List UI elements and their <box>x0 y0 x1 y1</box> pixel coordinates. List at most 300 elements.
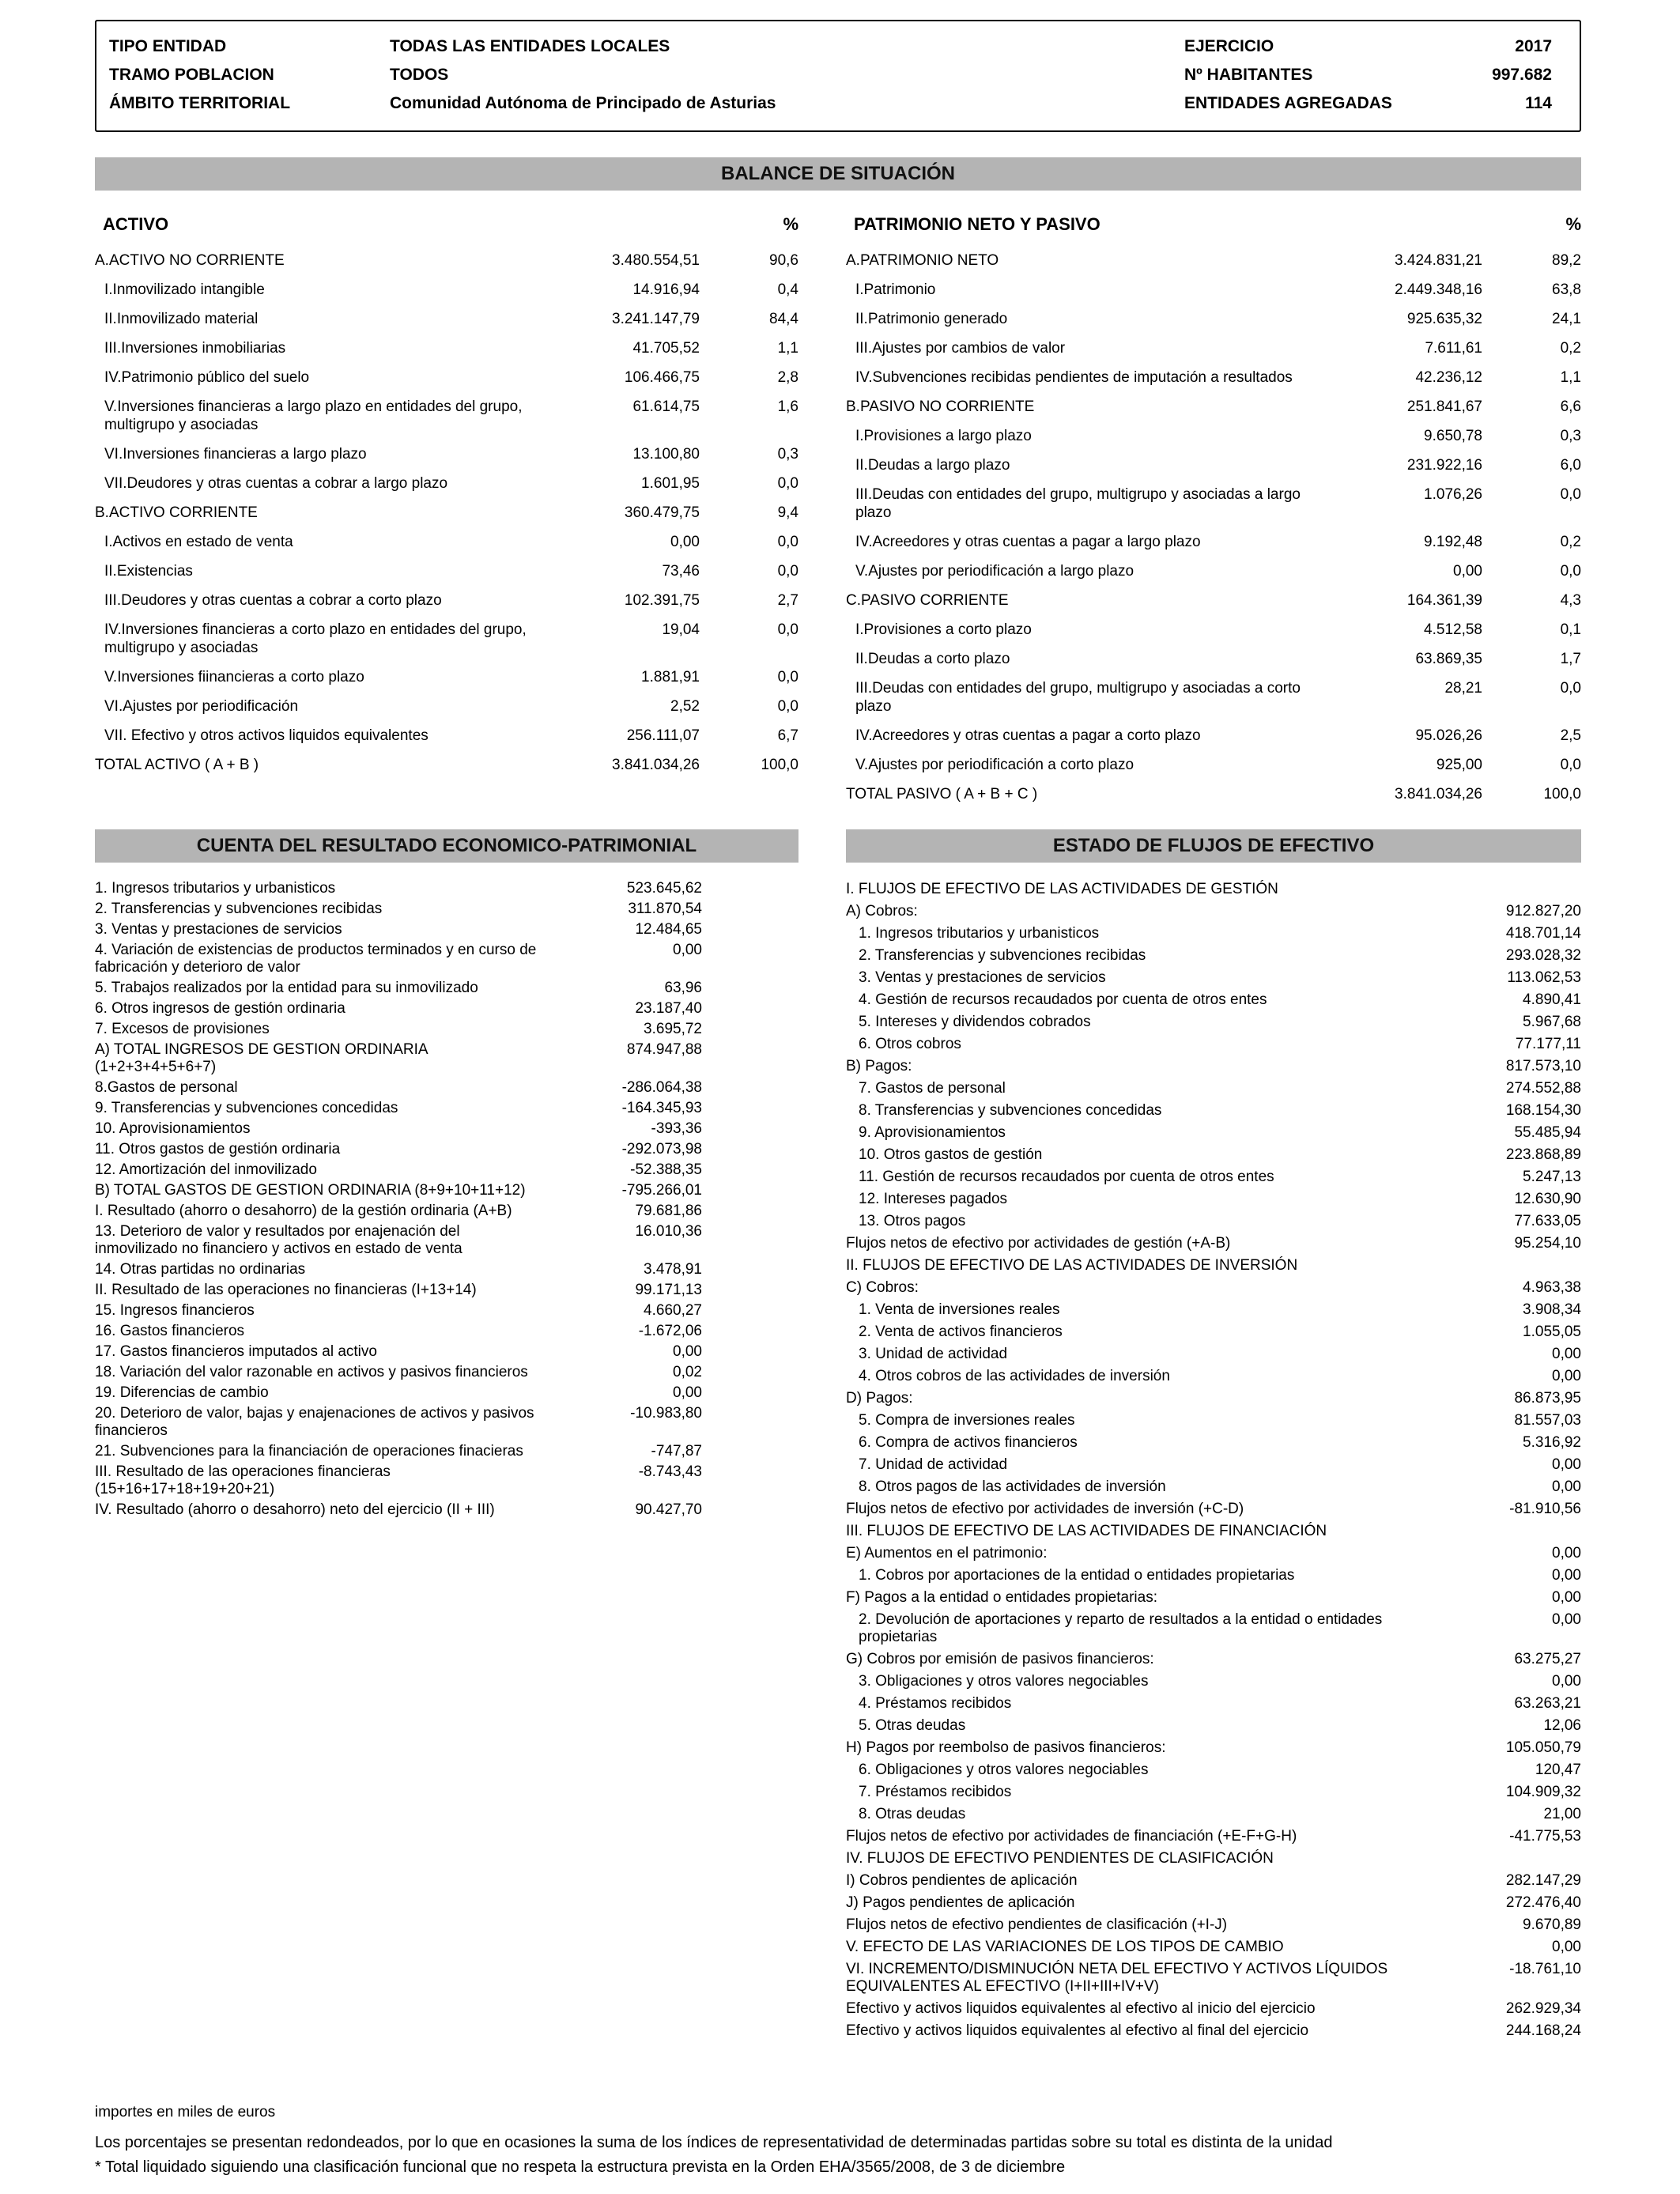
table-row <box>846 304 1581 334</box>
table-row <box>95 750 798 780</box>
balance-grid <box>95 205 1581 809</box>
row-value: 0,00 <box>1552 1346 1581 1362</box>
table-row <box>846 1388 1581 1410</box>
table-row <box>846 1144 1581 1166</box>
info-label-right: EJERCICIO <box>1184 37 1274 55</box>
row-value: 3.908,34 <box>1523 1301 1581 1318</box>
table-row <box>95 1040 702 1078</box>
table-row <box>95 1139 702 1160</box>
row-value: 311.870,54 <box>628 901 702 917</box>
table-row <box>95 469 798 498</box>
table-row <box>846 1033 1581 1055</box>
row-label: 6. Obligaciones y otros valores negociables <box>859 1762 1149 1778</box>
row-value: -747,87 <box>651 1443 702 1460</box>
row-label: III. FLUJOS DE EFECTIVO DE LAS ACTIVIDADES DE FINANCIACIÓN <box>846 1523 1327 1539</box>
row-value: 0,00 <box>1552 1589 1581 1606</box>
row-label: 4. Préstamos recibidos <box>859 1695 1012 1712</box>
row-value: -164.345,93 <box>621 1100 702 1116</box>
row-percent: 1,1 <box>1560 369 1581 386</box>
row-label: 7. Préstamos recibidos <box>859 1784 1012 1800</box>
row-percent: 24,1 <box>1552 311 1581 327</box>
row-percent: 4,3 <box>1560 592 1581 609</box>
info-label: TIPO ENTIDAD <box>109 37 227 55</box>
row-label: I. Resultado (ahorro o desahorro) de la gestión ordinaria (A+B) <box>95 1203 512 1219</box>
row-amount: 1.076,26 <box>1424 486 1482 503</box>
row-label: 12. Amortización del inmovilizado <box>95 1161 317 1178</box>
activo-pct-header: % <box>783 214 798 234</box>
pasivo-table <box>846 205 1581 809</box>
table-row <box>846 1210 1581 1233</box>
row-value: 5.247,13 <box>1523 1169 1581 1185</box>
row-label: II.Inmovilizado material <box>104 311 259 327</box>
table-row <box>846 644 1581 674</box>
row-label: II.Deudas a largo plazo <box>855 457 1010 474</box>
row-label: 1. Cobros por aportaciones de la entidad o entidades propietarias <box>859 1567 1295 1584</box>
row-value: 16.010,36 <box>635 1223 702 1240</box>
table-row <box>95 440 798 469</box>
row-label: A.ACTIVO NO CORRIENTE <box>95 252 285 269</box>
table-row <box>846 1803 1581 1826</box>
row-value: 0,00 <box>673 942 702 958</box>
row-value: 244.168,24 <box>1505 2022 1581 2039</box>
balance-section-header <box>95 157 1581 191</box>
row-label: 8. Transferencias y subvenciones concedidas <box>859 1102 1162 1119</box>
table-row <box>846 1498 1581 1520</box>
row-value: 0,00 <box>1552 1939 1581 1955</box>
info-label-right: ENTIDADES AGREGADAS <box>1184 94 1392 112</box>
table-row <box>846 1587 1581 1609</box>
table-row <box>95 1222 702 1259</box>
footer-units-note: importes en miles de euros <box>95 2104 276 2120</box>
row-label: Flujos netos de efectivo por actividades de gestión (+A-B) <box>846 1235 1231 1252</box>
table-row <box>95 1019 702 1040</box>
entity-info-panel <box>95 20 1581 132</box>
row-value: -292.073,98 <box>621 1141 702 1157</box>
row-value: 4.890,41 <box>1523 991 1581 1008</box>
row-value: -81.910,56 <box>1509 1501 1581 1517</box>
row-value: 23.187,40 <box>635 1000 702 1017</box>
row-amount: 925,00 <box>1436 757 1482 773</box>
row-label: I.Inmovilizado intangible <box>104 281 265 298</box>
row-percent: 2,8 <box>777 369 798 386</box>
row-value: 3.478,91 <box>644 1261 702 1278</box>
row-label: III.Deudores y otras cuentas a cobrar a corto plazo <box>104 592 442 609</box>
row-label: TOTAL PASIVO ( A + B + C ) <box>846 786 1038 802</box>
row-label: 8.Gastos de personal <box>95 1079 238 1096</box>
resultado-title: CUENTA DEL RESULTADO ECONOMICO-PATRIMONIAL <box>196 835 697 856</box>
table-row <box>95 1280 702 1301</box>
row-label: VII.Deudores y otras cuentas a cobrar a largo plazo <box>104 475 448 492</box>
row-label: G) Cobros por emisión de pasivos financieros: <box>846 1651 1154 1667</box>
table-row <box>846 1454 1581 1476</box>
pasivo-pct-header: % <box>1565 214 1581 234</box>
row-value: -52.388,35 <box>630 1161 702 1178</box>
row-label: 17. Gastos financieros imputados al activo <box>95 1343 377 1360</box>
activo-table <box>95 205 798 809</box>
table-row <box>846 421 1581 451</box>
row-amount: 7.611,61 <box>1425 340 1482 357</box>
table-row <box>846 1432 1581 1454</box>
row-value: 168.154,30 <box>1505 1102 1581 1119</box>
row-label: III.Ajustes por cambios de valor <box>855 340 1066 357</box>
row-value: -1.672,06 <box>638 1323 702 1339</box>
flujos-section-header <box>846 829 1581 863</box>
table-row <box>846 1277 1581 1299</box>
row-value: 63.263,21 <box>1514 1695 1581 1712</box>
row-value: 0,00 <box>673 1343 702 1360</box>
row-label: 1. Venta de inversiones reales <box>859 1301 1060 1318</box>
resultado-rows <box>95 878 798 1520</box>
table-row <box>846 1648 1581 1671</box>
table-row <box>95 557 798 586</box>
table-row <box>846 2020 1581 2042</box>
row-amount: 63.869,35 <box>1415 651 1482 667</box>
row-value: 0,00 <box>1552 1567 1581 1584</box>
row-label: Flujos netos de efectivo por actividades de financiación (+E-F+G-H) <box>846 1828 1297 1845</box>
row-label: Flujos netos de efectivo pendientes de clasificación (+I-J) <box>846 1916 1228 1933</box>
table-row <box>95 1321 702 1342</box>
row-percent: 1,7 <box>1560 651 1581 667</box>
resultado-section <box>95 829 798 2042</box>
table-row <box>846 363 1581 392</box>
pasivo-rows <box>846 246 1581 809</box>
row-label: 6. Otros cobros <box>859 1036 961 1052</box>
row-label: V.Ajustes por periodificación a largo plazo <box>855 563 1134 580</box>
table-row <box>846 674 1581 721</box>
table-row <box>846 1715 1581 1737</box>
row-label: IV.Subvenciones recibidas pendientes de imputación a resultados <box>855 369 1293 386</box>
row-label: I) Cobros pendientes de aplicación <box>846 1872 1078 1889</box>
row-label: II.Deudas a corto plazo <box>855 651 1010 667</box>
row-label: 8. Otros pagos de las actividades de inversión <box>859 1478 1166 1495</box>
row-label: 19. Diferencias de cambio <box>95 1384 269 1401</box>
table-row <box>846 1543 1581 1565</box>
row-amount: 102.391,75 <box>624 592 700 609</box>
table-row <box>846 1166 1581 1188</box>
row-label: VII. Efectivo y otros activos liquidos equivalentes <box>104 727 428 744</box>
table-row <box>846 1914 1581 1936</box>
row-percent: 0,0 <box>777 621 798 638</box>
table-row <box>846 1936 1581 1958</box>
activo-table-head <box>95 205 798 246</box>
row-percent: 0,0 <box>1560 757 1581 773</box>
row-label: 12. Intereses pagados <box>859 1191 1008 1207</box>
row-label: B.PASIVO NO CORRIENTE <box>846 398 1035 415</box>
row-label: 6. Otros ingresos de gestión ordinaria <box>95 1000 345 1017</box>
row-label: III.Deudas con entidades del grupo, multigrupo y asociadas a largo plazo <box>855 486 1301 521</box>
info-label-right: Nº HABITANTES <box>1184 66 1313 84</box>
row-label: V. EFECTO DE LAS VARIACIONES DE LOS TIPOS DE CAMBIO <box>846 1939 1284 1955</box>
row-percent: 0,0 <box>777 669 798 685</box>
row-value: 262.929,34 <box>1505 2000 1581 2017</box>
table-row <box>846 750 1581 780</box>
row-value: 95.254,10 <box>1514 1235 1581 1252</box>
row-label: 8. Otras deudas <box>859 1806 966 1822</box>
row-label: C) Cobros: <box>846 1279 919 1296</box>
row-label: 13. Deterioro de valor y resultados por enajenación del inmovilizado no financiero y activos en estado de venta <box>95 1223 462 1257</box>
row-label: E) Aumentos en el patrimonio: <box>846 1545 1048 1561</box>
row-percent: 0,1 <box>1560 621 1581 638</box>
row-value: 0,00 <box>1552 1478 1581 1495</box>
row-label: 9. Aprovisionamientos <box>859 1124 1006 1141</box>
table-row <box>846 1476 1581 1498</box>
row-label: 15. Ingresos financieros <box>95 1302 255 1319</box>
table-row <box>95 1383 702 1403</box>
row-label: 3. Ventas y prestaciones de servicios <box>859 969 1106 986</box>
row-label: 6. Compra de activos financieros <box>859 1434 1078 1451</box>
table-row <box>95 663 798 692</box>
row-value: 0,00 <box>1552 1611 1581 1628</box>
table-row <box>846 1759 1581 1781</box>
row-percent: 0,0 <box>777 563 798 580</box>
table-row <box>846 945 1581 967</box>
row-value: 77.633,05 <box>1514 1213 1581 1229</box>
row-value: 874.947,88 <box>626 1041 702 1058</box>
table-row <box>846 1011 1581 1033</box>
row-value: -393,36 <box>651 1120 702 1137</box>
table-row <box>846 480 1581 527</box>
row-value: -41.775,53 <box>1509 1828 1581 1845</box>
table-row <box>846 1826 1581 1848</box>
row-percent: 0,0 <box>777 475 798 492</box>
row-label: IV.Inversiones financieras a corto plazo en entidades del grupo, multigrupo y asociadas <box>104 621 527 656</box>
resultado-section-header <box>95 829 798 863</box>
table-row <box>846 1343 1581 1365</box>
table-row <box>846 967 1581 989</box>
row-label: F) Pagos a la entidad o entidades propietarias: <box>846 1589 1157 1606</box>
row-value: 274.552,88 <box>1505 1080 1581 1097</box>
row-label: 5. Compra de inversiones reales <box>859 1412 1075 1429</box>
row-amount: 106.466,75 <box>624 369 700 386</box>
table-row <box>846 1078 1581 1100</box>
info-value-right: 997.682 <box>1492 66 1552 84</box>
row-amount: 256.111,07 <box>626 727 700 744</box>
row-label: 3. Unidad de actividad <box>859 1346 1008 1362</box>
table-row <box>846 334 1581 363</box>
row-amount: 3.480.554,51 <box>612 252 700 269</box>
table-row <box>846 1693 1581 1715</box>
row-percent: 0,3 <box>1560 428 1581 444</box>
row-percent: 1,6 <box>777 398 798 415</box>
table-row <box>846 721 1581 750</box>
row-value: 4.963,38 <box>1523 1279 1581 1296</box>
row-percent: 1,1 <box>777 340 798 357</box>
row-percent: 100,0 <box>761 757 798 773</box>
row-label: 5. Otras deudas <box>859 1717 966 1734</box>
pasivo-table-head <box>846 205 1581 246</box>
row-value: 12.630,90 <box>1514 1191 1581 1207</box>
row-label: II. FLUJOS DE EFECTIVO DE LAS ACTIVIDADES DE INVERSIÓN <box>846 1257 1298 1274</box>
table-row <box>95 586 798 615</box>
row-amount: 1.881,91 <box>641 669 700 685</box>
footer-rounding-note: Los porcentajes se presentan redondeados, por lo que en ocasiones la suma de los índices de representatividad de determinadas partidas sobre su total es distinta de la unidad <box>95 2134 1333 2151</box>
table-row <box>95 1441 702 1462</box>
table-row <box>95 498 798 527</box>
row-value: 104.909,32 <box>1505 1784 1581 1800</box>
table-row <box>846 1410 1581 1432</box>
row-value: -286.064,38 <box>621 1079 702 1096</box>
row-value: 81.557,03 <box>1514 1412 1581 1429</box>
table-row <box>846 989 1581 1011</box>
row-label: 9. Transferencias y subvenciones concedidas <box>95 1100 398 1116</box>
table-row <box>95 615 798 663</box>
entity-info-row <box>109 89 1552 118</box>
table-row <box>95 1342 702 1362</box>
row-percent: 6,0 <box>1560 457 1581 474</box>
row-value: -18.761,10 <box>1509 1961 1581 1977</box>
table-row <box>95 1301 702 1321</box>
row-value: 0,02 <box>673 1364 702 1380</box>
row-value: 5.967,68 <box>1523 1014 1581 1030</box>
row-value: 12.484,65 <box>635 921 702 938</box>
row-label: A) TOTAL INGRESOS DE GESTION ORDINARIA (1+2+3+4+5+6+7) <box>95 1041 428 1075</box>
row-amount: 4.512,58 <box>1424 621 1482 638</box>
row-label: 21. Subvenciones para la financiación de operaciones finacieras <box>95 1443 523 1460</box>
row-label: III.Deudas con entidades del grupo, multigrupo y asociadas a corto plazo <box>855 680 1301 715</box>
table-row <box>846 1848 1581 1870</box>
row-amount: 9.192,48 <box>1424 534 1482 550</box>
row-value: 0,00 <box>673 1384 702 1401</box>
table-row <box>846 451 1581 480</box>
row-percent: 0,0 <box>777 698 798 715</box>
row-label: A) Cobros: <box>846 903 918 920</box>
row-label: IV.Acreedores y otras cuentas a pagar a corto plazo <box>855 727 1201 744</box>
table-row <box>95 363 798 392</box>
info-value: TODOS <box>390 66 449 84</box>
row-label: 1. Ingresos tributarios y urbanisticos <box>859 925 1100 942</box>
row-label: VI. INCREMENTO/DISMINUCIÓN NETA DEL EFECTIVO Y ACTIVOS LÍQUIDOS EQUIVALENTES AL EFECTIVO (I+II+III+IV+V) <box>846 1961 1388 1995</box>
entity-info-row <box>109 32 1552 61</box>
row-label: II. Resultado de las operaciones no financieras (I+13+14) <box>95 1282 477 1298</box>
flujos-title: ESTADO DE FLUJOS DE EFECTIVO <box>1052 835 1375 856</box>
row-value: 282.147,29 <box>1505 1872 1581 1889</box>
row-value: -795.266,01 <box>621 1182 702 1199</box>
row-value: 79.681,86 <box>635 1203 702 1219</box>
row-percent: 100,0 <box>1543 786 1581 802</box>
row-value: -8.743,43 <box>638 1463 702 1480</box>
row-label: I.Provisiones a largo plazo <box>855 428 1032 444</box>
row-label: II.Existencias <box>104 563 193 580</box>
table-row <box>846 1122 1581 1144</box>
entity-info-row <box>109 61 1552 89</box>
row-value: 63,96 <box>664 980 702 996</box>
row-value: 5.316,92 <box>1523 1434 1581 1451</box>
table-row <box>846 1998 1581 2020</box>
row-amount: 2.449.348,16 <box>1395 281 1482 298</box>
row-value: 0,00 <box>1552 1368 1581 1384</box>
row-percent: 0,0 <box>1560 563 1581 580</box>
row-amount: 231.922,16 <box>1406 457 1482 474</box>
table-row <box>95 999 702 1019</box>
table-row <box>95 527 798 557</box>
table-row <box>846 1565 1581 1587</box>
row-label: A.PATRIMONIO NETO <box>846 252 999 269</box>
row-label: I. FLUJOS DE EFECTIVO DE LAS ACTIVIDADES DE GESTIÓN <box>846 881 1278 897</box>
row-amount: 13.100,80 <box>632 446 700 463</box>
row-label: 14. Otras partidas no ordinarias <box>95 1261 306 1278</box>
row-label: 10. Otros gastos de gestión <box>859 1146 1043 1163</box>
row-label: I.Activos en estado de venta <box>104 534 293 550</box>
row-label: 4. Otros cobros de las actividades de inversión <box>859 1368 1170 1384</box>
table-row <box>95 1362 702 1383</box>
table-row <box>95 899 702 920</box>
table-row <box>846 878 1581 901</box>
table-row <box>846 1233 1581 1255</box>
table-row <box>846 1365 1581 1388</box>
row-amount: 164.361,39 <box>1406 592 1482 609</box>
table-row <box>846 1781 1581 1803</box>
table-row <box>95 1160 702 1180</box>
row-label: 2. Devolución de aportaciones y reparto de resultados a la entidad o entidades propietarias <box>859 1611 1383 1645</box>
row-value: 90.427,70 <box>635 1501 702 1518</box>
balance-section-title: BALANCE DE SITUACIÓN <box>720 163 955 184</box>
table-row <box>846 615 1581 644</box>
row-label: 13. Otros pagos <box>859 1213 966 1229</box>
row-label: V.Inversiones financieras a largo plazo en entidades del grupo, multigrupo y asociadas <box>104 398 523 433</box>
row-value: 55.485,94 <box>1514 1124 1581 1141</box>
table-row <box>95 721 798 750</box>
row-label: I.Provisiones a corto plazo <box>855 621 1032 638</box>
row-percent: 0,4 <box>777 281 798 298</box>
info-value: TODAS LAS ENTIDADES LOCALES <box>390 37 670 55</box>
row-value: 293.028,32 <box>1505 947 1581 964</box>
table-row <box>95 1500 702 1520</box>
row-value: -10.983,80 <box>630 1405 702 1422</box>
row-amount: 3.424.831,21 <box>1395 252 1482 269</box>
row-label: Efectivo y activos liquidos equivalentes al efectivo al final del ejercicio <box>846 2022 1309 2039</box>
row-value: 113.062,53 <box>1507 969 1581 986</box>
row-label: 7. Excesos de provisiones <box>95 1021 270 1037</box>
table-row <box>846 923 1581 945</box>
row-value: 63.275,27 <box>1514 1651 1581 1667</box>
row-percent: 90,6 <box>769 252 798 269</box>
row-label: IV.Acreedores y otras cuentas a pagar a largo plazo <box>855 534 1201 550</box>
row-amount: 251.841,67 <box>1406 398 1482 415</box>
row-value: 9.670,89 <box>1523 1916 1581 1933</box>
pasivo-title: PATRIMONIO NETO Y PASIVO <box>854 214 1100 234</box>
row-percent: 6,6 <box>1560 398 1581 415</box>
row-amount: 360.479,75 <box>624 504 700 521</box>
row-value: 912.827,20 <box>1505 903 1581 920</box>
row-value: 0,00 <box>1552 1545 1581 1561</box>
row-amount: 9.650,78 <box>1424 428 1482 444</box>
row-value: 1.055,05 <box>1523 1324 1581 1340</box>
row-label: V.Ajustes por periodificación a corto plazo <box>855 757 1134 773</box>
row-label: 20. Deterioro de valor, bajas y enajenaciones de activos y pasivos financieros <box>95 1405 534 1439</box>
info-label: ÁMBITO TERRITORIAL <box>109 94 291 112</box>
row-value: 99.171,13 <box>635 1282 702 1298</box>
row-label: 2. Transferencias y subvenciones recibidas <box>859 947 1146 964</box>
table-row <box>95 275 798 304</box>
row-value: 418.701,14 <box>1505 925 1581 942</box>
row-label: III.Inversiones inmobiliarias <box>104 340 286 357</box>
row-percent: 0,0 <box>1560 486 1581 503</box>
table-row <box>95 1259 702 1280</box>
row-label: I.Patrimonio <box>855 281 936 298</box>
row-label: H) Pagos por reembolso de pasivos financieros: <box>846 1739 1166 1756</box>
row-value: 21,00 <box>1543 1806 1581 1822</box>
footer-classification-note: * Total liquidado siguiendo una clasificación funcional que no respeta la estructura prevista en la Orden EHA/3565/2008, de 3 de diciembre <box>95 2158 1066 2176</box>
row-value: 523.645,62 <box>626 880 702 897</box>
row-label: B) Pagos: <box>846 1058 912 1074</box>
row-percent: 0,2 <box>1560 340 1581 357</box>
row-percent: 2,5 <box>1560 727 1581 744</box>
row-percent: 63,8 <box>1552 281 1581 298</box>
row-value: 120,47 <box>1535 1762 1581 1778</box>
table-row <box>846 780 1581 809</box>
row-amount: 925.635,32 <box>1406 311 1482 327</box>
table-row <box>846 1609 1581 1648</box>
